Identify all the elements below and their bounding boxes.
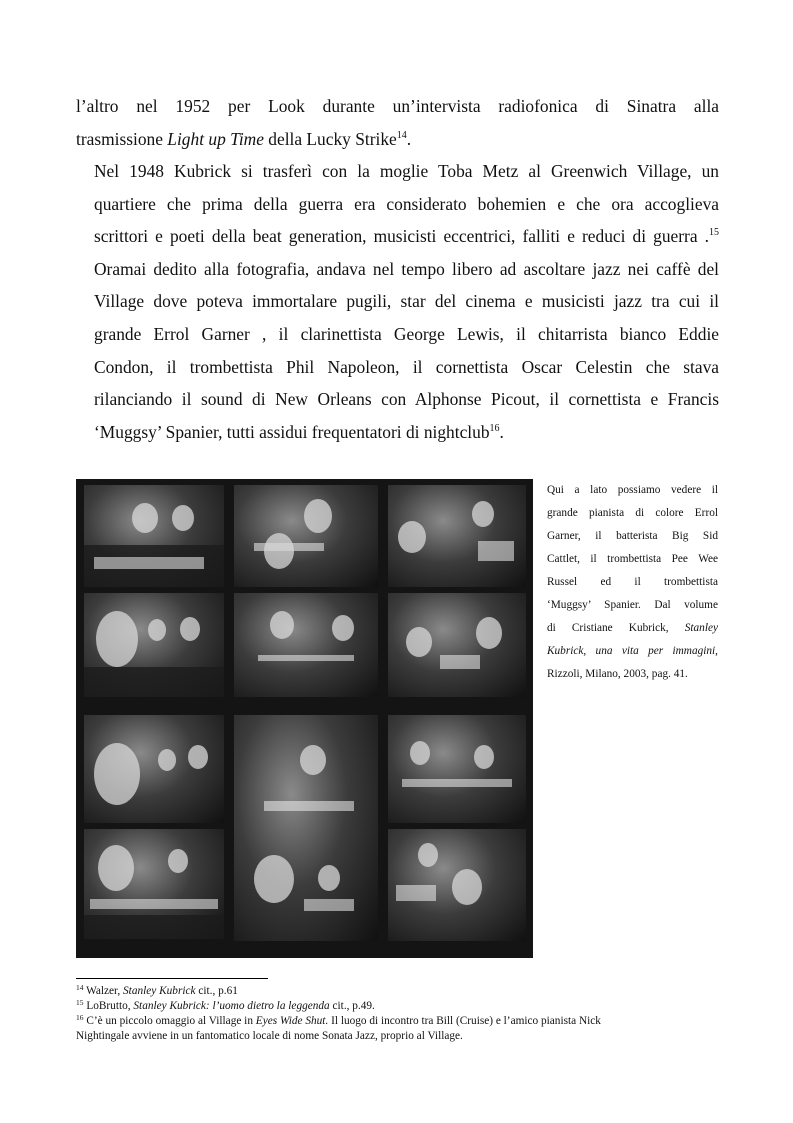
caption-line-3: Garner, il batterista Big Sid <box>547 530 718 542</box>
paragraph-2-line-6: grande Errol Garner , il clarinettista George Lewis, il chitarrista bianco Eddie <box>94 323 719 344</box>
footnote-number: 15 <box>76 998 84 1007</box>
photo-caption <box>547 479 718 686</box>
footnote-14 <box>76 984 719 999</box>
photo-frame <box>84 829 224 939</box>
cited-title: Eyes Wide Shut. <box>255 1015 329 1027</box>
photo-frame <box>388 593 526 697</box>
photo-frame <box>388 715 526 823</box>
paragraph-2-line-1: Nel 1948 Kubrick si trasferì con la moglie Toba Metz al Greenwich Village, un <box>94 161 719 181</box>
photo-frame <box>84 485 224 587</box>
cited-title: Stanley Kubrick <box>123 985 196 997</box>
text-span: . <box>499 421 504 442</box>
paragraph-2 <box>76 155 719 448</box>
photo-frame <box>234 715 378 941</box>
footnote-number: 14 <box>76 983 84 992</box>
paragraph-1-line-2 <box>76 123 719 156</box>
text-span: , <box>715 645 718 657</box>
paragraph-2-line-2: quartiere che prima della guerra era considerato bohemien e che ora accoglieva <box>94 193 719 214</box>
footnote-separator <box>76 978 268 979</box>
footnote-number: 16 <box>76 1013 84 1022</box>
program-title: Light up Time <box>167 128 264 149</box>
text-span: cit., p.61 <box>195 985 238 997</box>
paragraph-2-line-3 <box>76 220 719 253</box>
caption-line-6: ‘Muggsy’ Spanier. Dal volume <box>547 599 718 611</box>
footnote-ref-16[interactable]: 16 <box>489 422 500 434</box>
photo-frame <box>388 829 526 941</box>
caption-line-9: Rizzoli, Milano, 2003, pag. 41. <box>547 668 688 680</box>
caption-line-7 <box>547 617 718 640</box>
paragraph-1 <box>76 90 719 155</box>
caption-line-8 <box>547 640 718 663</box>
text-span: cit., p.49. <box>329 1000 375 1012</box>
paragraph-2-line-5: Village dove poteva immortalare pugili, star del cinema e musicisti jazz tra cui il <box>94 291 719 312</box>
footnote-ref-14[interactable]: 14 <box>396 129 407 141</box>
photo-frame <box>388 485 526 587</box>
text-span: di Cristiane Kubrick, <box>547 622 685 634</box>
text-span: Walzer, <box>83 985 124 997</box>
caption-line-4: Cattlet, il trombettista Pee Wee <box>547 553 718 565</box>
text-span: Il luogo di incontro tra Bill (Cruise) e l’amico pianista Nick <box>328 1015 601 1027</box>
caption-line-1: Qui a lato possiamo vedere il <box>547 484 718 496</box>
book-title: Kubrick, una vita per immagini <box>547 645 716 657</box>
photo-frame <box>234 593 378 697</box>
footnote-16-continued <box>76 1029 719 1044</box>
text-span: . <box>406 128 412 149</box>
caption-line-5: Russel ed il trombettista <box>547 576 718 588</box>
photo-frame <box>84 593 224 697</box>
caption-line-2: grande pianista di colore Errol <box>547 507 718 519</box>
cited-title: Stanley Kubrick: l’uomo dietro la leggenda <box>133 1000 330 1012</box>
text-span: Nightingale avviene in un fantomatico locale di nome Sonata Jazz, proprio al Village. <box>76 1030 463 1042</box>
paragraph-2-line-7: Condon, il trombettista Phil Napoleon, il cornettista Oscar Celestin che stava <box>94 356 719 377</box>
text-span: trasmissione <box>76 128 168 149</box>
text-span: ‘Muggsy’ Spanier, tutti assidui frequentatori di nightclub <box>94 421 490 442</box>
paragraph-1-line-1: l’altro nel 1952 per Look durante un’intervista radiofonica di Sinatra alla <box>76 96 719 116</box>
text-span: LoBrutto, <box>83 1000 134 1012</box>
footnote-15 <box>76 999 719 1014</box>
paragraph-2-line-8: rilanciando il sound di New Orleans con Alphonse Picout, il cornettista e Francis <box>94 389 719 410</box>
footnotes <box>76 984 719 1044</box>
photo-frame <box>84 715 224 823</box>
footnote-16 <box>76 1014 719 1029</box>
text-span: scrittori e poeti della beat generation, musicisti eccentrici, falliti e reduci di guerra . <box>94 226 709 247</box>
paragraph-2-line-9 <box>76 416 719 449</box>
text-span: C’è un piccolo omaggio al Village in <box>83 1015 256 1027</box>
photo-frame <box>234 485 378 587</box>
paragraph-2-line-4: Oramai dedito alla fotografia, andava nel tempo libero ad ascoltare jazz nei caffè del <box>94 258 719 279</box>
book-title: Stanley <box>684 622 718 634</box>
footnote-ref-15[interactable]: 15 <box>709 227 719 239</box>
text-span: della Lucky Strike <box>263 128 397 149</box>
contact-sheet-photo <box>76 479 533 958</box>
